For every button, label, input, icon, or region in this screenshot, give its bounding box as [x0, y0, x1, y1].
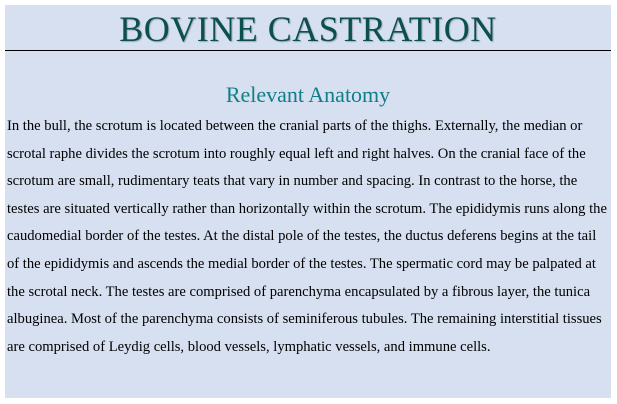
document-page: [5, 5, 611, 398]
page-title: BOVINE CASTRATION: [119, 9, 497, 49]
section-heading: Relevant Anatomy: [225, 82, 391, 107]
section-body-text: In the bull, the scrotum is located between the cranial parts of the thighs. Externally, the median or scrotal raphe divides the scrotum into roughly equal left and right halves. On the cranial face of the scrotum are small, rudimentary teats that vary in number and spacing. In contrast to the horse, the testes are situated vertically rather than horizontally within the scrotum. The epididymis runs along the caudomedial border of the testes. At the distal pole of the testes, the ductus deferens begins at the tail of the epididymis and ascends the medial border of the testes. The spermatic cord may be palpated at the scrotal neck. The testes are comprised of parenchyma encapsulated by a fibrous layer, the tunica albuginea. Most of the parenchyma consists of seminiferous tubules. The remaining interstitial tissues are comprised of Leydig cells, blood vessels, lymphatic vessels, and immune cells.: [7, 118, 607, 355]
